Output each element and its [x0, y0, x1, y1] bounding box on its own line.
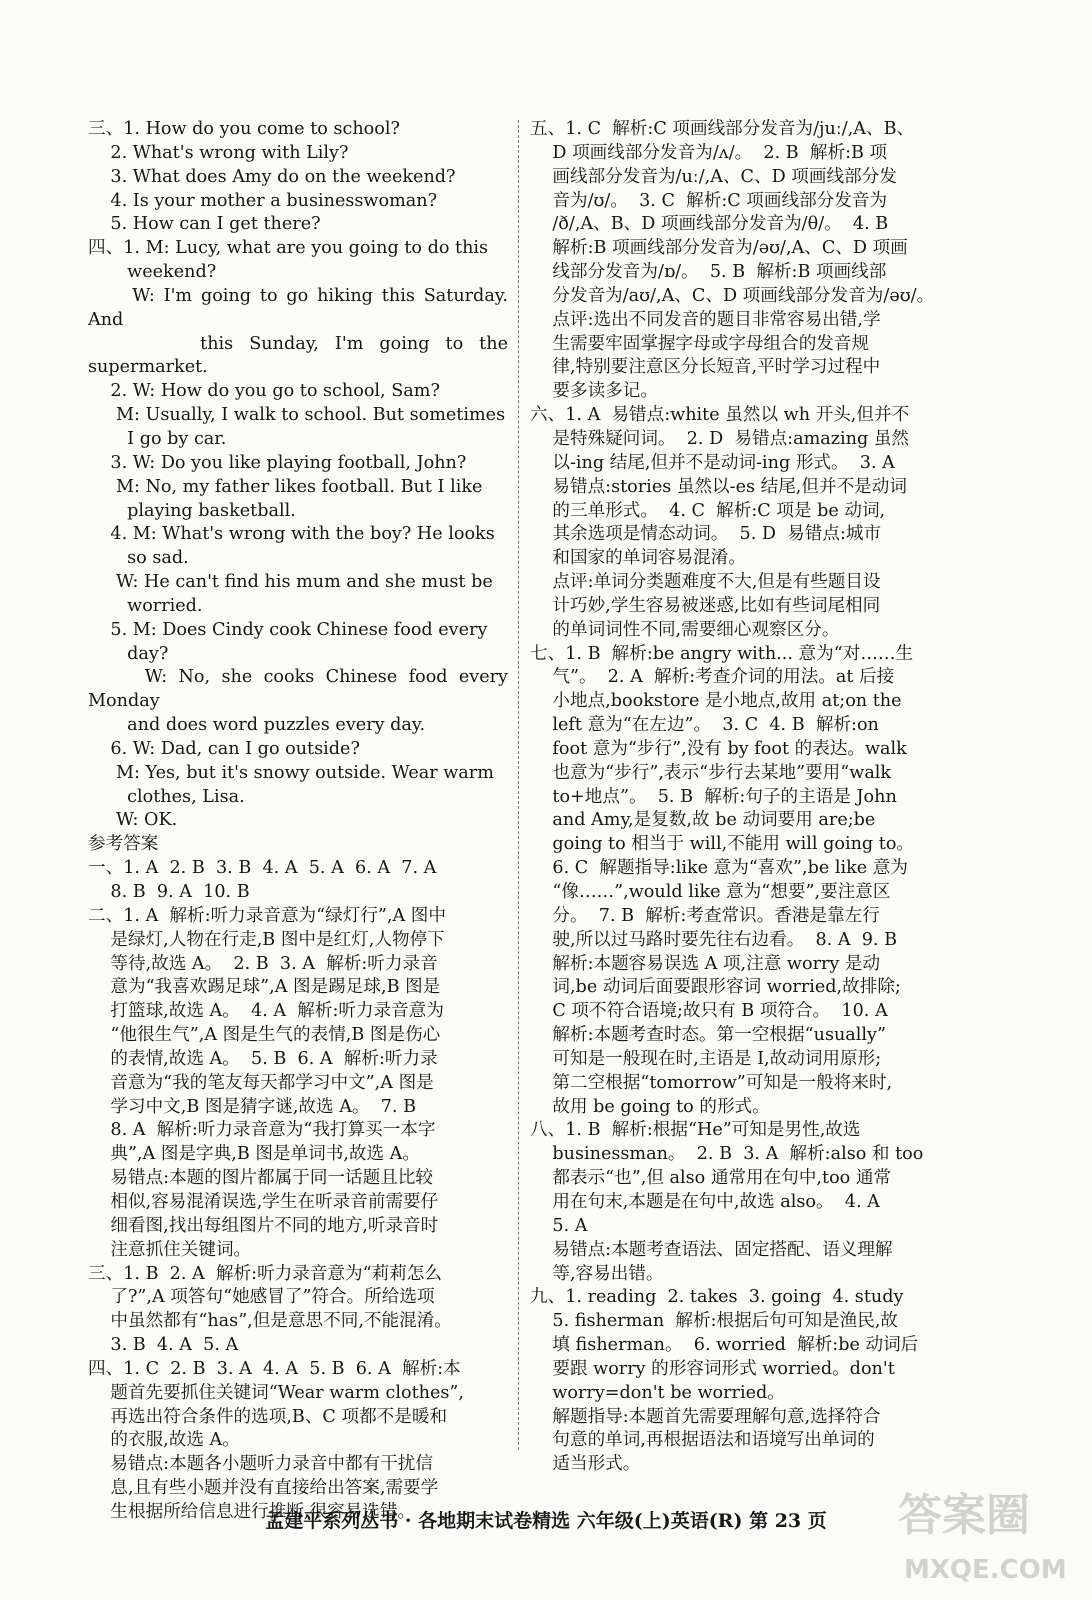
text-line: playing basketball. — [88, 500, 296, 521]
right-column — [530, 118, 970, 1477]
text-line: 中虽然都有“has”,但是意思不同,不能混淆。 — [88, 1311, 452, 1332]
text-line: this Sunday, I'm going to the supermarket. — [88, 333, 514, 378]
text-line: 再选出符合条件的选项,B、C 项都不是暖和 — [88, 1406, 448, 1427]
text-line: 相似,容易混淆误选,学生在听录音前需要仔 — [88, 1191, 439, 1212]
text-line: weekend? — [88, 262, 217, 283]
watermark-text-bottom: MXQE.COM — [904, 1555, 1067, 1585]
text-line: foot 意为“步行”,没有 by foot 的表达。walk — [530, 738, 907, 759]
text-line: 计巧妙,学生容易被迷惑,比如有些词尾相同 — [530, 595, 881, 616]
text-line: 要跟 worry 的形容词形式 worried。don't — [530, 1358, 895, 1379]
text-line: 的表情,故选 A。 5. B 6. A 解析:听力录 — [88, 1048, 438, 1069]
text-line: 细看图,找出每组图片不同的地方,听录音时 — [88, 1215, 439, 1236]
text-line: 小地点,bookstore 是小地点,故用 at;on the — [530, 691, 902, 712]
text-line: worried. — [88, 595, 203, 616]
text-line: D 项画线部分发音为/ʌ/。 2. B 解析:B 项 — [530, 142, 888, 163]
text-line: and Amy,是复数,故 be 动词要用 are;be — [530, 810, 876, 831]
text-line: 四、1. C 2. B 3. A 4. A 5. B 6. A 解析:本 — [88, 1358, 461, 1379]
text-line: 音为/ʊ/。 3. C 解析:C 项画线部分发音为 — [530, 190, 888, 211]
text-line: M: Yes, but it's snowy outside. Wear warm — [88, 762, 494, 783]
text-line: 生根据所给信息进行推断,很容易选错。 — [88, 1501, 416, 1522]
text-line: 八、1. B 解析:根据“He”可知是男性,故选 — [530, 1120, 861, 1141]
text-line: 画线部分发音为/uː/,A、C、D 项画线部分发 — [530, 166, 897, 187]
text-line: 息,且有些小题并没有直接给出答案,需要学 — [88, 1478, 439, 1499]
text-line: M: No, my father likes football. But I like — [88, 476, 483, 497]
text-line: to+地点”。 5. B 解析:句子的主语是 John — [530, 786, 897, 807]
text-line: 其余选项是情态动词。 5. D 易错点:城市 — [530, 524, 882, 545]
text-line: 注意抓住关键词。 — [88, 1239, 252, 1260]
text-line: 是特殊疑问词。 2. D 易错点:amazing 虽然 — [530, 428, 910, 449]
text-line: W: He can't find his mum and she must be — [88, 572, 493, 593]
text-line: clothes, Lisa. — [88, 786, 245, 807]
text-line: W: No, she cooks Chinese food every Monday — [88, 667, 514, 712]
text-line: 6. C 解题指导:like 意为“喜欢”,be like 意为 — [530, 858, 908, 879]
text-line: 5. M: Does Cindy cook Chinese food every — [88, 619, 488, 640]
text-line: 5. How can I get there? — [88, 214, 321, 235]
text-line: 三、1. B 2. A 解析:听力录音意为“莉莉怎么 — [88, 1263, 442, 1284]
text-line: 四、1. M: Lucy, what are you going to do this — [88, 238, 489, 259]
text-line: 线部分发音为/ɒ/。 5. B 解析:B 项画线部 — [530, 262, 887, 283]
text-line: 点评:选出不同发音的题目非常容易出错,学 — [530, 309, 881, 330]
text-line: 一、1. A 2. B 3. B 4. A 5. A 6. A 7. A — [88, 858, 437, 879]
text-line: 都表示“也”,但 also 通常用在句中,too 通常 — [530, 1168, 892, 1189]
text-line: 3. B 4. A 5. A — [88, 1335, 239, 1356]
text-line: 3. What does Amy do on the weekend? — [88, 166, 456, 187]
text-line: businessman。 2. B 3. A 解析:also 和 too — [530, 1144, 924, 1165]
text-line: “他很生气”,A 图是生气的表情,B 图是伤心 — [88, 1025, 441, 1046]
text-line: M: Usually, I walk to school. But sometimes — [88, 405, 506, 426]
text-line: 4. Is your mother a businesswoman? — [88, 190, 438, 211]
text-line: 解题指导:本题首先需要理解句意,选择符合 — [530, 1406, 881, 1427]
text-line: 驶,所以过马路时要先往右边看。 8. A 9. B — [530, 929, 898, 950]
text-line: 等待,故选 A。 2. B 3. A 解析:听力录音 — [88, 953, 438, 974]
text-line: and does word puzzles every day. — [88, 715, 426, 736]
text-line: 和国家的单词容易混淆。 — [530, 548, 746, 569]
text-line: 适当形式。 — [530, 1454, 641, 1475]
text-line: so sad. — [88, 548, 189, 569]
text-line: 2. W: How do you go to school, Sam? — [88, 381, 440, 402]
text-line: 第二空根据“tomorrow”可知是一般将来时, — [530, 1072, 893, 1093]
page-footer: 孟建平系列丛书 · 各地期末试卷精选 六年级(上)英语(R) 第 23 页 — [265, 1510, 827, 1532]
text-line: 易错点:stories 虽然以-es 结尾,但并不是动词 — [530, 476, 907, 497]
text-line: 二、1. A 解析:听力录音意为“绿灯行”,A 图中 — [88, 905, 446, 926]
text-line: 4. M: What's wrong with the boy? He looks — [88, 524, 495, 545]
text-line: 5. fisherman 解析:根据后句可知是渔民,故 — [530, 1311, 899, 1332]
text-line: 的三单形式。 4. C 解析:C 项是 be 动词, — [530, 500, 886, 521]
text-line: 五、1. C 解析:C 项画线部分发音为/juː/,A、B、 — [530, 119, 915, 139]
text-line: 了?”,A 项答句“她感冒了”符合。所给选项 — [88, 1287, 435, 1308]
text-line: 易错点:本题的图片都属于同一话题且比较 — [88, 1168, 433, 1189]
text-line: 8. B 9. A 10. B — [88, 882, 250, 902]
text-line: 易错点:本题各小题听力录音中都有干扰信 — [88, 1454, 433, 1475]
text-line: 分。 7. B 解析:考查常识。香港是靠左行 — [530, 905, 880, 926]
text-line: 词,be 动词后面要跟形容词 worried,故排除; — [530, 977, 901, 998]
text-line: 三、1. How do you come to school? — [88, 119, 400, 139]
text-line: 分发音为/aʊ/,A、C、D 项画线部分发音为/əʊ/。 — [530, 285, 935, 306]
text-line: 8. A 解析:听力录音意为“我打算买一本字 — [88, 1120, 436, 1141]
text-line: W: I'm going to go hiking this Saturday. And — [88, 285, 514, 330]
text-line: going to 相当于 will,不能用 will going to。 — [530, 834, 915, 855]
text-line: 也意为“步行”,表示“步行去某地”要用“walk — [530, 762, 892, 783]
text-line: 易错点:本题考查语法、固定搭配、语义理解 — [530, 1239, 893, 1260]
watermark-logo — [890, 1470, 1070, 1590]
text-line: left 意为“在左边”。 3. C 4. B 解析:on — [530, 715, 879, 736]
text-line: 的衣服,故选 A。 — [88, 1430, 240, 1451]
text-line: worry=don't be worried。 — [530, 1382, 785, 1403]
text-line: 用在句末,本题是在句中,故选 also。 4. A — [530, 1191, 880, 1212]
text-line: 音意为“我的笔友每天都学习中文”,A 图是 — [88, 1072, 434, 1093]
watermark-text-top: 答案圈 — [898, 1490, 1030, 1541]
text-line: 以-ing 结尾,但并不是动词-ing 形式。 3. A — [530, 452, 895, 473]
text-line: day? — [88, 643, 169, 664]
text-line: “像……”,would like 意为“想要”,要注意区 — [530, 882, 891, 902]
text-line: 题首先要抓住关键词“Wear warm clothes”, — [88, 1382, 465, 1403]
text-line: 填 fisherman。 6. worried 解析:be 动词后 — [530, 1335, 919, 1356]
text-line: C 项不符合语境;故只有 B 项符合。 10. A — [530, 1001, 888, 1022]
text-line: 打篮球,故选 A。 4. A 解析:听力录音意为 — [88, 1001, 444, 1022]
text-line: 5. A — [530, 1215, 588, 1236]
text-line: I go by car. — [88, 428, 227, 449]
column-divider — [518, 120, 519, 1450]
text-line: /ð/,A、B、D 项画线部分发音为/θ/。 4. B — [530, 214, 889, 235]
text-line: 七、1. B 解析:be angry with... 意为“对……生 — [530, 643, 914, 664]
text-line: 是绿灯,人物在行走,B 图中是红灯,人物停下 — [88, 929, 445, 950]
text-line: 可知是一般现在时,主语是 I,故动词用原形; — [530, 1048, 882, 1069]
text-line: 解析:本题容易误选 A 项,注意 worry 是动 — [530, 953, 881, 974]
text-line: 解析:B 项画线部分发音为/əʊ/,A、C、D 项画 — [530, 238, 908, 259]
text-line: 3. W: Do you like playing football, John? — [88, 452, 467, 473]
text-line: 解析:本题考查时态。第一空根据“usually” — [530, 1025, 886, 1046]
text-line: 的单词词性不同,需要细心观察区分。 — [530, 619, 840, 640]
text-line: 要多读多记。 — [530, 381, 658, 402]
text-line: 故用 be going to 的形式。 — [530, 1096, 770, 1117]
text-line: W: OK. — [88, 810, 178, 831]
text-line: 六、1. A 易错点:white 虽然以 wh 开头,但并不 — [530, 405, 910, 426]
text-line: 句意的单词,再根据语法和语境写出单词的 — [530, 1430, 875, 1451]
text-line: 九、1. reading 2. takes 3. going 4. study — [530, 1287, 904, 1308]
text-line: 参考答案 — [88, 834, 159, 855]
text-line: 气”。 2. A 解析:考查介词的用法。at 后接 — [530, 667, 895, 688]
text-line: 点评:单词分类题难度不大,但是有些题目设 — [530, 572, 881, 593]
text-line: 学习中文,B 图是猜字谜,故选 A。 7. B — [88, 1096, 416, 1117]
text-line: 典”,A 图是字典,B 图是单词书,故选 A。 — [88, 1144, 420, 1165]
left-column — [88, 118, 514, 1525]
text-line: 律,特别要注意区分长短音,平时学习过程中 — [530, 357, 881, 378]
text-line: 意为“我喜欢踢足球”,A 图是踢足球,B 图是 — [88, 977, 441, 998]
text-line: 2. What's wrong with Lily? — [88, 142, 349, 163]
text-line: 生需要牢固掌握字母或字母组合的发音规 — [530, 333, 870, 354]
text-line: 等,容易出错。 — [530, 1263, 664, 1284]
text-line: 6. W: Dad, can I go outside? — [88, 738, 360, 759]
